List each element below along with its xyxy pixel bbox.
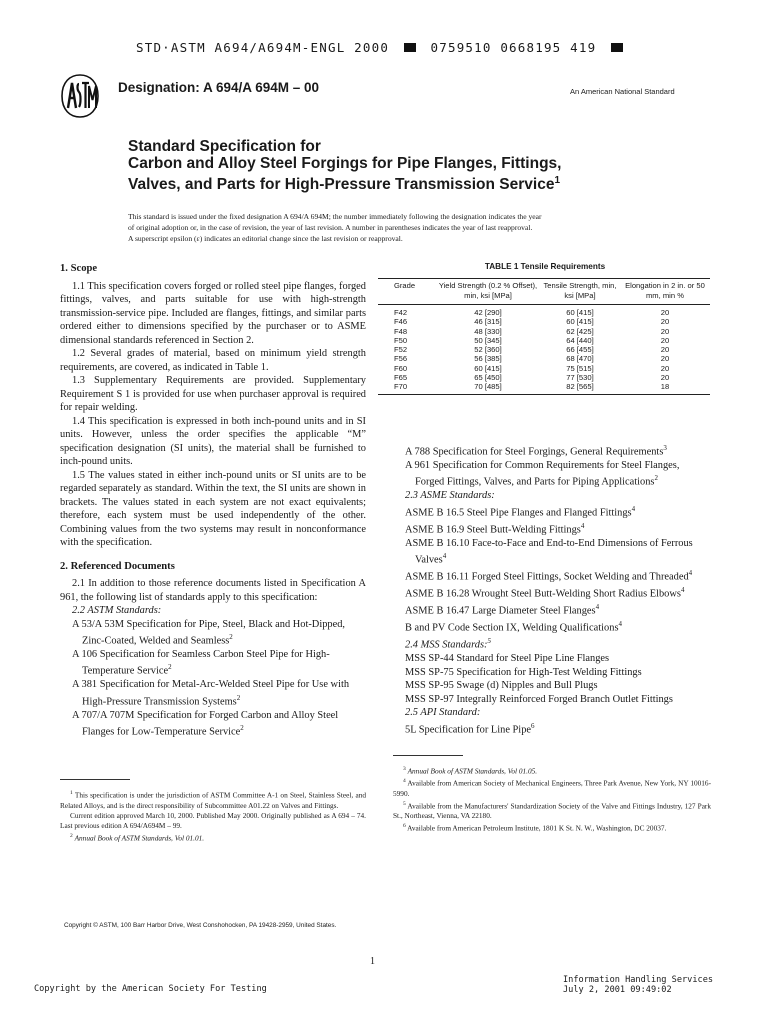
paragraph-1-3: 1.3 Supplementary Requirements are provided. Supplementary Requirement S 1 is provided for use when purchaser approval is required for repair welding.: [60, 375, 366, 413]
table-row: [378, 373, 710, 382]
footnote-rule: [60, 779, 130, 780]
astm-standard-item: A 381 Specification for Metal-Arc-Welded Steel Pipe for Use with High-Pressure Transmission Systems$^2$: [72, 679, 350, 708]
document-code-line: [136, 40, 629, 55]
astm-standard-item: A 961 Specification for Common Requirements for Steel Flanges, Forged Fittings, Valves, and Parts for Piping Applications$^2$: [405, 459, 680, 488]
column-header-yield: Yield Strength (0.2 % Offset), min, ksi [MPa]: [436, 279, 540, 305]
astm-standards-list-continued: [393, 442, 711, 489]
table-cell: 62 [425]: [566, 326, 594, 336]
title-line-2: Carbon and Alloy Steel Forgings for Pipe Flanges, Fittings,: [128, 155, 562, 172]
footnotes-right: [393, 764, 711, 834]
table-cell: 18: [620, 382, 710, 394]
paragraph-1-2: 1.2 Several grades of material, based on minimum yield strength requirements, are covered, as indicated in Table 1.: [60, 348, 366, 373]
table-cell: 82 [565]: [540, 382, 620, 394]
designation: Designation: A 694/A 694M – 00: [118, 80, 320, 95]
black-block-mark: [404, 43, 416, 52]
table-header-row: [378, 279, 710, 305]
table-cell: F65: [394, 373, 408, 383]
footnote-mark: 1: [554, 175, 561, 186]
footnote-1-edition: Current edition approved March 10, 2000. Published May 2000. Originally published as A 694 – 74. Last previous edition A 694/A694M – 99.: [60, 810, 366, 830]
table-cell: 46 [315]: [474, 317, 502, 327]
asme-standard-item: ASME B 16.28 Wrought Steel Butt-Welding Short Radius Elbows$^4$: [405, 586, 685, 600]
national-standard-label: An American National Standard: [570, 87, 675, 96]
mss-standard-item: MSS SP-97 Integrally Reinforced Forged Branch Outlet Fittings: [405, 693, 673, 705]
title-line-1: Standard Specification for: [128, 138, 321, 155]
astm-standards-heading: 2.2 ASTM Standards:: [72, 605, 162, 616]
mss-standard-item: MSS SP-44 Standard for Steel Pipe Line Flanges: [405, 653, 610, 665]
table-cell: 48 [330]: [474, 326, 502, 336]
issued-note-line: This standard is issued under the fixed designation A 694/A 694M; the number immediately following the designation indicates the year: [128, 212, 542, 221]
table-cell: 68 [470]: [566, 354, 594, 364]
table-cell: 52 [360]: [474, 345, 502, 355]
astm-standard-item: A 788 Specification for Steel Forgings, General Requirements$^3$: [405, 444, 667, 458]
table-cell: 65 [450]: [474, 373, 502, 383]
table-row: [378, 305, 710, 318]
copyright-notice: Copyright © ASTM, 100 Barr Harbor Drive, West Conshohocken, PA 19428-2959, United States.: [64, 922, 337, 929]
column-header-grade: Grade: [378, 279, 436, 305]
table-cell: F42: [394, 308, 408, 317]
paragraph-2-1: 2.1 In addition to those reference documents listed in Specification A 961, the following list of standards apply to this specification:: [60, 578, 366, 603]
column-header-elongation: Elongation in 2 in. or 50 mm, min %: [620, 279, 710, 305]
table-cell: 50 [345]: [474, 335, 502, 345]
mss-standards-heading: 2.4 MSS Standards:$^5$: [405, 637, 491, 651]
mss-standards-list: [393, 652, 711, 706]
table-cell: F46: [394, 317, 408, 327]
issued-note-line: of original adoption or, in the case of revision, the year of last revision. A number in parentheses indicates the year of last reapproval.: [128, 223, 533, 232]
paragraph-1-4: 1.4 This specification is expressed in both inch-pound units and in SI units. However, unless the order specifies the applicable “M” specification designation (SI units), the material shall be furnished to inch-pound units.: [60, 415, 366, 467]
issued-note: [128, 211, 688, 244]
footnotes-left: [60, 788, 366, 843]
astm-standard-item: A 707/A 707M Specification for Forged Carbon and Alloy Steel Flanges for Low-Temperature Service$^2$: [72, 709, 339, 738]
document-code-number: 0759510 0668195 419: [430, 40, 597, 55]
column-header-tensile: Tensile Strength, min, ksi [MPa]: [540, 279, 620, 305]
table-cell: 60 [415]: [474, 363, 502, 373]
table-cell: 20: [660, 373, 670, 383]
paragraph-1-1: 1.1 This specification covers forged or rolled steel pipe flanges, forged fittings, valves, and parts suitable for use with high-strength transmission-service pipe. Included are flanges, fittings, and similar parts ordered either to dimensions specified by the purchaser or to ASME dimensional standards referenced in Section 2.: [60, 280, 366, 346]
table-row: [378, 382, 710, 394]
asme-standard-item: ASME B 16.5 Steel Pipe Flanges and Flanged Fittings$^4$: [405, 504, 636, 519]
footnote-1: $^1$ This specification is under the jurisdiction of ASTM Committee A-1 on Steel, Stainless Steel, and Related Alloys, and is the direct responsibility of Subcommittee A01.22 on Valves and Fittings.: [60, 790, 366, 810]
astm-logo: [60, 74, 100, 118]
mss-standard-item: MSS SP-95 Swage (d) Nipples and Bull Plugs: [405, 680, 598, 692]
document-code: STD·ASTM A694/A694M-ENGL 2000: [136, 40, 390, 55]
table-cell: 60 [415]: [566, 317, 594, 327]
left-column: [60, 262, 366, 843]
table-cell: 75 [515]: [566, 363, 594, 373]
footnote-5: $^5$ Available from the Manufacturers' Standardization Society of the Valve and Fittings Industry, 127 Park St., Northeast, Vienna, VA 22180.: [393, 800, 712, 820]
asme-standard-item: ASME B 16.11 Forged Steel Fittings, Socket Welding and Threaded$^4$: [405, 569, 693, 583]
table-cell: 60 [415]: [566, 308, 594, 317]
table-title: TABLE 1 Tensile Requirements: [484, 262, 606, 271]
astm-standard-item: A 106 Specification for Seamless Carbon Steel Pipe for High-Temperature Service$^2$: [72, 648, 330, 677]
table-cell: 20: [660, 308, 670, 317]
footnote-4: $^4$ Available from American Society of Mechanical Engineers, Three Park Avenue, New York, NY 10016-5990.: [393, 778, 712, 798]
api-standard-heading: 2.5 API Standard:: [405, 707, 481, 719]
table-cell: 56 [385]: [474, 354, 502, 364]
table-cell: 20: [660, 335, 670, 345]
footnote-6: $^6$ Available from American Petroleum Institute, 1801 K St. N. W., Washington, DC 20037.: [403, 822, 667, 833]
asme-standard-item: ASME B 16.10 Face-to-Face and End-to-End Dimensions of Ferrous Valves$^4$: [405, 537, 693, 566]
footer-info-line-1: Information Handling Services: [563, 975, 714, 985]
asme-standards-heading: 2.3 ASME Standards:: [405, 490, 495, 502]
table-row: [378, 327, 710, 336]
mss-standard-item: MSS SP-75 Specification for High-Test Welding Fittings: [405, 666, 642, 678]
document-title: [128, 138, 688, 193]
asme-standard-item: ASME B 16.9 Steel Butt-Welding Fittings$^4$: [405, 521, 585, 536]
table-cell: 20: [660, 363, 670, 373]
api-standard-item: 5L Specification for Line Pipe$^6$: [405, 721, 535, 736]
table-cell: 20: [660, 345, 670, 355]
table-cell: 20: [660, 326, 670, 336]
footnote-2: $^2$ Annual Book of ASTM Standards, Vol 01.01.: [70, 832, 205, 843]
footer-info: [563, 975, 713, 995]
table-cell: F48: [394, 326, 408, 336]
table-cell: 64 [440]: [566, 335, 594, 345]
asme-standard-item: ASME B 16.47 Large Diameter Steel Flanges$^4$: [405, 603, 600, 617]
footer-copyright: Copyright by the American Society For Testing: [34, 984, 267, 994]
api-standards-list: [393, 720, 711, 737]
table-cell: 20: [660, 317, 670, 327]
table-cell: 70 [485]: [436, 382, 540, 394]
page-number: 1: [370, 956, 375, 967]
table-cell: F52: [394, 345, 408, 355]
title-line-3: Valves, and Parts for High-Pressure Transmission Service$^1$: [128, 175, 561, 194]
table-cell: F56: [394, 354, 408, 364]
table-cell: 42 [290]: [474, 308, 502, 317]
right-column: [393, 442, 711, 833]
table-row: [378, 345, 710, 354]
table-row: [378, 336, 710, 345]
table-cell: 20: [660, 354, 670, 364]
astm-standards-list: [60, 618, 366, 740]
issued-note-line: A superscript epsilon (ε) indicates an editorial change since the last revision or reapproval.: [128, 234, 403, 243]
astm-standard-item: A 53/A 53M Specification for Pipe, Steel, Black and Hot-Dipped, Zinc-Coated, Welded and Seamless$^2$: [72, 618, 345, 647]
black-block-mark: [611, 43, 623, 52]
table-cell: F70: [378, 382, 436, 394]
tensile-requirements-table: [378, 278, 710, 395]
footnote-rule: [393, 755, 463, 756]
table-cell: 77 [530]: [566, 373, 594, 383]
table-row: [378, 317, 710, 326]
section-heading-scope: 1. Scope: [60, 263, 98, 274]
paragraph-1-5: 1.5 The values stated in either inch-pound units or SI units are to be regarded separately as standard. Within the text, the SI units are shown in brackets. The values stated in each system are not exact equivalents; therefore, each system must be used independently of the other. Combining values from the two systems may result in nonconformance with the specification.: [60, 469, 366, 548]
table-row: [378, 364, 710, 373]
asme-standard-item: B and PV Code Section IX, Welding Qualifications$^4$: [405, 620, 622, 634]
footer-info-line-2: July 2, 2001 09:49:02: [563, 985, 672, 995]
footnote-3: $^3$ Annual Book of ASTM Standards, Vol 01.05.: [403, 765, 538, 776]
table-cell: F60: [394, 363, 408, 373]
section-heading-referenced: 2. Referenced Documents: [60, 560, 175, 572]
table-cell: 66 [455]: [566, 345, 594, 355]
table-cell: F50: [394, 335, 408, 345]
table-row: [378, 354, 710, 363]
asme-standards-list: [393, 503, 711, 635]
